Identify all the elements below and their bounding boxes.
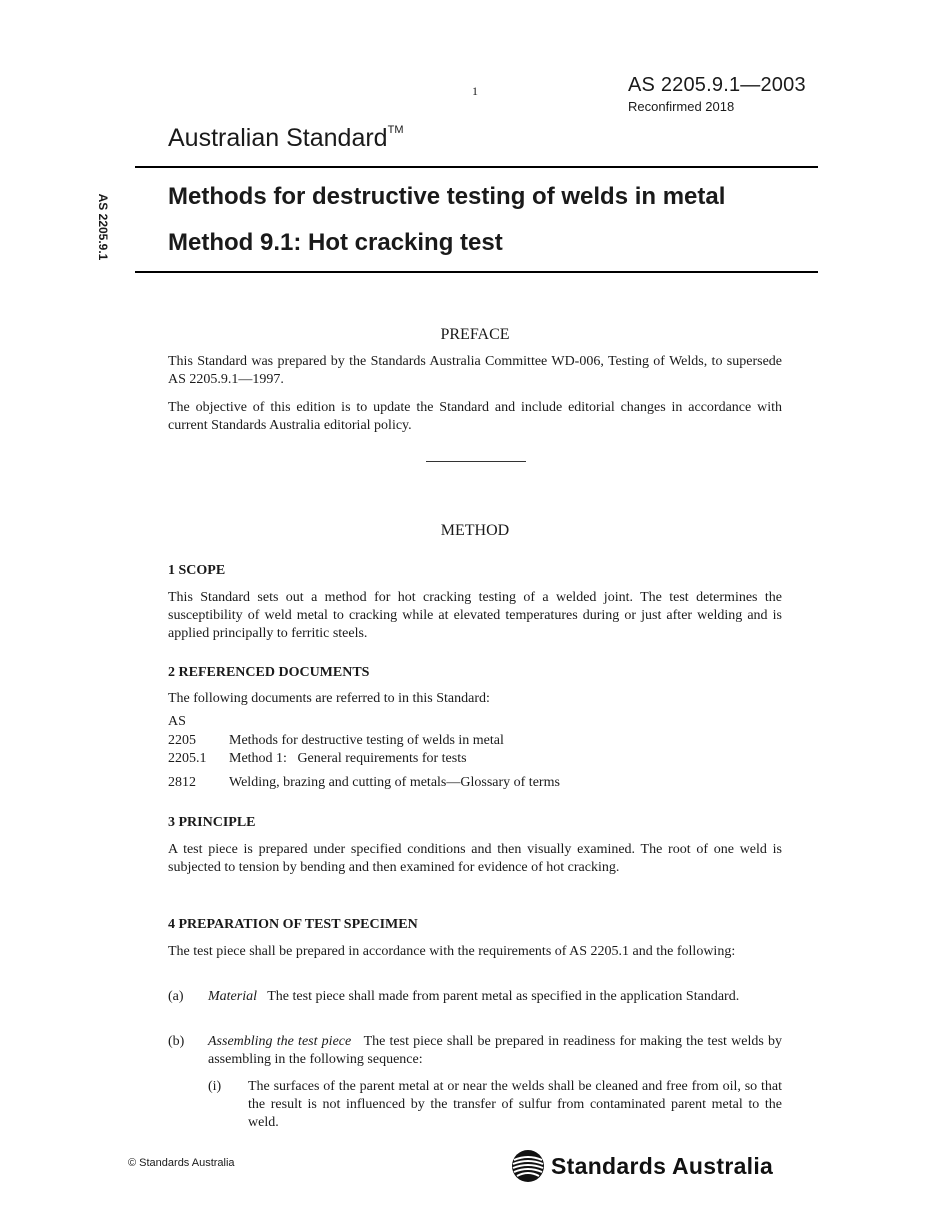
list-item-lead: Assembling the test piece <box>208 1034 352 1049</box>
reconfirmed-label: Reconfirmed 2018 <box>628 99 735 114</box>
copyright-notice: © Standards Australia <box>128 1157 235 1169</box>
section-heading-scope: 1 SCOPE <box>168 563 226 578</box>
section-heading-principle: 3 PRINCIPLE <box>168 815 256 830</box>
list-item-text: The surfaces of the parent metal at or near the welds shall be cleaned and free from oil, so that the result is not influenced by the transfer of sulfur from contaminated parent metal to the weld. <box>248 1079 782 1130</box>
list-marker: (b) <box>168 1034 185 1049</box>
list-item-content <box>208 988 782 1006</box>
list-marker: (a) <box>168 989 184 1004</box>
section-divider <box>426 461 526 462</box>
reference-title: Methods for destructive testing of welds in metal <box>229 733 504 748</box>
method-heading: METHOD <box>440 522 510 539</box>
preface-paragraph: This Standard was prepared by the Standards Australia Committee WD-006, Testing of Welds, to supersede AS 2205.9.1—1997. <box>168 354 782 387</box>
series-name: Australian Standard <box>168 124 388 152</box>
standard-code: AS 2205.9.1—2003 <box>628 74 806 96</box>
preface-paragraph: The objective of this edition is to update the Standard and include editorial changes in accordance with current Standards Australia editorial policy. <box>168 400 782 433</box>
list-marker: (i) <box>208 1079 222 1094</box>
bottom-rule <box>135 271 818 273</box>
logo-wordmark: Standards Australia <box>551 1152 774 1179</box>
reference-code: 2205.1 <box>168 751 207 766</box>
section-heading-referenced-documents: 2 REFERENCED DOCUMENTS <box>168 665 370 680</box>
referenced-documents-intro: The following documents are referred to in this Standard: <box>168 691 490 706</box>
preparation-intro: The test piece shall be prepared in accordance with the requirements of AS 2205.1 and the following: <box>168 944 736 959</box>
reference-code: 2812 <box>168 775 196 790</box>
scope-paragraph: This Standard sets out a method for hot cracking testing of a welded joint. The test determines the susceptibility of weld metal to cracking while at elevated temperatures during or just after welding and is applied principally to ferritic steels. <box>168 590 782 641</box>
side-label <box>85 187 121 267</box>
reference-title: Method 1: General requirements for tests <box>229 751 467 766</box>
standards-australia-logo-icon <box>511 1149 545 1183</box>
list-item-text: The test piece shall made from parent metal as specified in the application Standard. <box>267 989 740 1004</box>
list-item-content <box>208 1033 782 1069</box>
top-rule <box>135 166 818 168</box>
standards-australia-logo <box>511 1148 773 1184</box>
reference-title: Welding, brazing and cutting of metals—Glossary of terms <box>229 775 560 790</box>
principle-paragraph: A test piece is prepared under specified conditions and then visually examined. The root of one weld is subjected to tension by bending and then examined for evidence of hot cracking. <box>168 842 782 875</box>
list-item-lead: Material <box>208 989 257 1004</box>
reference-group-label: AS <box>168 714 186 729</box>
list-item-content <box>248 1078 782 1132</box>
page-number: 1 <box>472 84 478 98</box>
method-title: Method 9.1: Hot cracking test <box>168 229 503 256</box>
document-title: Methods for destructive testing of welds in metal <box>168 183 726 210</box>
reference-code: 2205 <box>168 733 196 748</box>
list-item-text: The test piece shall be prepared in readiness for making the test welds by assembling in the following sequence: <box>208 1034 782 1067</box>
section-heading-preparation: 4 PREPARATION OF TEST SPECIMEN <box>168 917 418 932</box>
trademark-mark: TM <box>387 123 404 136</box>
series-title <box>168 124 403 153</box>
preface-heading: PREFACE <box>440 326 510 343</box>
side-label-text: AS 2205.9.1 <box>96 193 110 261</box>
